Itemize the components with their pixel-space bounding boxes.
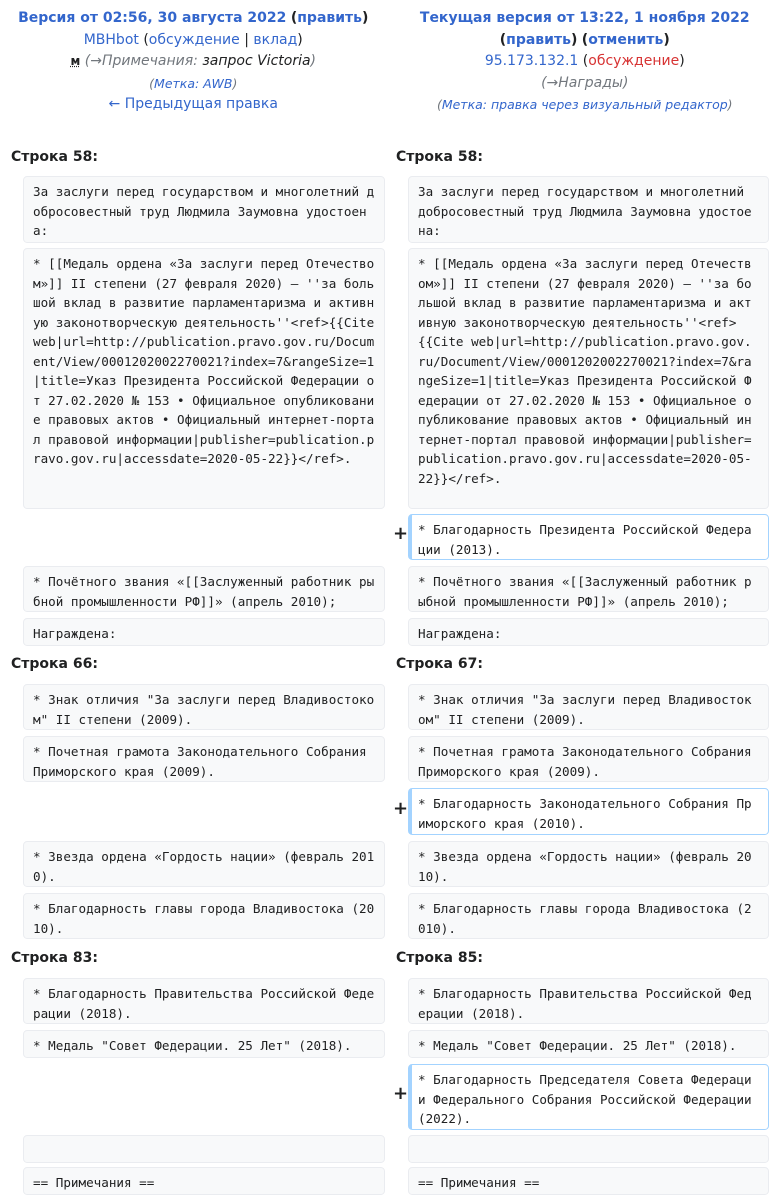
context-line-right: * Почётного звания «[[Заслуженный работник рыбной промышленности РФ]]» (апрель 2010); [408,566,769,612]
context-line-left: * Благодарность Правительства Российской Федерации (2018). [23,978,385,1024]
new-tag-link[interactable]: Метка: правка через визуальный редактор [441,97,728,112]
context-line-left: * Благодарность главы города Владивостока (2010). [23,893,385,939]
summary-section-link[interactable]: Примечания: [101,53,198,69]
new-edit-link[interactable]: править [506,31,571,48]
summary-section-link[interactable]: Награды [558,74,623,91]
old-tags [0,73,387,95]
context-line-left: * [[Медаль ордена «За заслуги перед Отечеством»]] II степени (27 февраля 2020) — ''за большой вклад в развитие парламентаризма и активную законотворческую деятельность''<ref>{{Cite web|url=http://publication.pravo.gov.ru/Document/View/0001202002270021?index=7&rangeSize=1|title=Указ Президента Российской Федерации от 27.02.2020 № 153 • Официальное опубликование правовых актов • Официальный интернет-портал правовой информации|publisher=publication.pravo.gov.ru|accessdate=2020-05-22}}</ref>. [23,248,385,509]
separator: | [244,31,249,48]
line-number-right: Строка 85: [396,950,483,966]
old-tag-link[interactable]: Метка: AWB [154,75,233,91]
minor-edit-flag: м [70,54,81,68]
old-version-link[interactable]: Версия от 02:56, 30 августа 2022 [18,10,287,26]
old-edit-summary [0,51,387,73]
old-user-link[interactable]: MBHbot [83,31,139,48]
tags-open: ( [149,75,155,91]
diff-header [0,0,773,148]
tags-close: ) [232,75,238,91]
context-line-left: * Почётного звания «[[Заслуженный работник рыбной промышленности РФ]]» (апрель 2010); [23,566,385,612]
added-line: * Благодарность Президента Российской Федерации (2013). [408,514,769,560]
line-number-right: Строка 58: [396,149,483,165]
undo-link[interactable]: отменить [588,31,664,48]
context-line-right: == Примечания == [408,1167,769,1195]
summary-close: ) [310,53,317,69]
context-line-left: Награждена: [23,618,385,646]
context-line-left: * Почетная грамота Законодательного Собрания Приморского края (2009). [23,736,385,782]
new-version-link[interactable]: Текущая версия от 13:22, 1 ноября 2022 [419,10,750,26]
context-line-right: * Благодарность Правительства Российской Федерации (2018). [408,978,769,1024]
old-edit-link[interactable]: править [297,10,363,26]
context-line-right [408,1135,769,1163]
added-marker: + [393,798,409,819]
new-edit-summary [397,73,773,95]
old-user-contrib-link[interactable]: вклад [253,31,298,48]
line-number-right: Строка 67: [396,656,483,672]
context-line-right: * Медаль "Совет Федерации. 25 Лет" (2018). [408,1030,769,1058]
context-line-left: * Медаль "Совет Федерации. 25 Лет" (2018). [23,1030,385,1058]
line-number-left: Строка 58: [11,149,98,165]
summary-arrow: (→ [84,53,102,69]
context-line-right: * Знак отличия "За заслуги перед Владивостоком" II степени (2009). [408,684,769,730]
added-line: * Благодарность Законодательного Собрания Приморского края (2010). [408,788,769,835]
new-user-ip-link[interactable]: 95.173.132.1 [484,53,579,69]
new-revision-header: Текущая версия от 13:22, 1 ноября 2022 (править) (отменить) 95.173.132.1 (обсуждение) (→Награды) (Метка: правка через визуальный редактор) [387,0,773,148]
new-user-talk-link[interactable]: обсуждение [588,53,680,69]
summary-text: запрос Victoria [197,53,311,69]
tags-close: ) [727,97,733,112]
context-line-left [23,1135,385,1163]
added-line: * Благодарность Председателя Совета Федерации Федерального Собрания Российской Федерации (2022). [408,1064,769,1130]
context-line-right: * [[Медаль ордена «За заслуги перед Отечеством»]] II степени (27 февраля 2020) — ''за большой вклад в развитие парламентаризма и активную законотворческую деятельность''<ref>{{Cite web|url=http://publication.pravo.gov.ru/Document/View/0001202002270021?index=7&rangeSize=1|title=Указ Президента Российской Федерации от 27.02.2020 № 153 • Официальное опубликование правовых актов • Официальный интернет-портал правовой информации|publisher=publication.pravo.gov.ru|accessdate=2020-05-22}}</ref>. [408,248,769,509]
context-line-left: == Примечания == [23,1167,385,1195]
context-line-right: За заслуги перед государством и многолетний добросовестный труд Людмила Заумовна удостоена: [408,176,769,243]
tags-open: ( [436,97,442,112]
old-revision-header: Версия от 02:56, 30 августа 2022 (править) MBHbot (обсуждение | вклад) м (→Примечания: запрос Victoria) (Метка: AWB) ← Предыдущая правка [0,0,387,148]
context-line-left: * Звезда ордена «Гордость нации» (февраль 2010). [23,841,385,887]
context-line-left: За заслуги перед государством и многолетний добросовестный труд Людмила Заумовна удостоена: [23,176,385,243]
old-user-talk-link[interactable]: обсуждение [148,31,240,48]
summary-close: ) [622,74,629,91]
new-tags [397,94,773,116]
added-marker: + [393,1083,409,1104]
line-number-left: Строка 66: [11,656,98,672]
context-line-right: * Звезда ордена «Гордость нации» (февраль 2010). [408,841,769,887]
added-marker: + [393,523,409,544]
line-number-left: Строка 83: [11,950,98,966]
diff-table [0,148,773,1200]
context-line-left: * Знак отличия "За заслуги перед Владивостоком" II степени (2009). [23,684,385,730]
context-line-right: * Благодарность главы города Владивостока (2010). [408,893,769,939]
previous-edit-link[interactable]: ← Предыдущая правка [108,96,278,112]
context-line-right: Награждена: [408,618,769,646]
summary-arrow: (→ [541,74,559,91]
context-line-right: * Почетная грамота Законодательного Собрания Приморского края (2009). [408,736,769,782]
